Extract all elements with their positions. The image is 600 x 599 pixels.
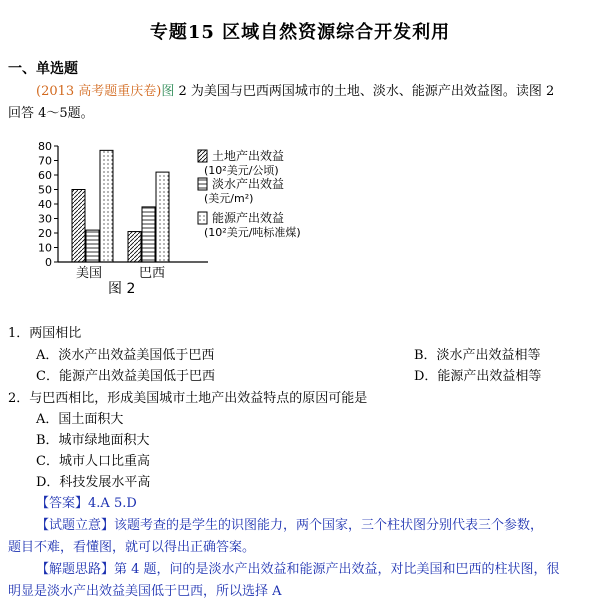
intro-source: (2013 高考题重庆卷) bbox=[36, 84, 162, 99]
y-tick-label: 70 bbox=[38, 154, 52, 168]
bar-brazil-diagonal bbox=[128, 232, 141, 262]
legend-unit: (美元/m²) bbox=[204, 192, 254, 205]
legend-unit: (10²美元/公顷) bbox=[204, 164, 279, 177]
bar-usa-dotted bbox=[100, 150, 113, 262]
question-2-stem: 2．与巴西相比，形成美国城市土地产出效益特点的原因可能是 bbox=[8, 391, 368, 406]
legend-swatch bbox=[198, 150, 207, 162]
legend-swatch bbox=[198, 178, 207, 190]
intent-line-2: 题目不难，看懂图，就可以得出正确答案。 bbox=[8, 540, 256, 555]
intro-figure-ref: 图 bbox=[161, 84, 175, 99]
analysis-line-2: 明显是淡水产出效益美国低于巴西，所以选择 A bbox=[8, 584, 282, 599]
legend-label: 能源产出效益 bbox=[212, 211, 285, 225]
q2-option-d: D．科技发展水平高 bbox=[36, 475, 151, 490]
question-1-stem: 1．两国相比 bbox=[8, 326, 82, 341]
x-label-brazil: 巴西 bbox=[139, 266, 166, 281]
y-tick-label: 10 bbox=[38, 241, 52, 255]
legend-label: 淡水产出效益 bbox=[212, 177, 285, 191]
y-tick-label: 20 bbox=[38, 227, 52, 240]
y-tick-label: 40 bbox=[38, 198, 52, 211]
legend-unit: (10²美元/吨标准煤) bbox=[204, 226, 301, 239]
bar-brazil-dotted bbox=[156, 172, 169, 262]
x-label-usa: 美国 bbox=[76, 266, 103, 281]
q1-option-d: D．能源产出效益相等 bbox=[414, 369, 542, 384]
bar-usa-horizontal bbox=[86, 230, 99, 262]
q1-option-b: B．淡水产出效益相等 bbox=[414, 348, 541, 363]
bar-brazil-horizontal bbox=[142, 207, 155, 262]
q1-option-a: A．淡水产出效益美国低于巴西 bbox=[36, 348, 215, 363]
q2-option-b: B．城市绿地面积大 bbox=[36, 433, 150, 448]
intro-line-2: 回答 4～5题。 bbox=[8, 106, 94, 121]
y-tick-label: 60 bbox=[38, 169, 52, 182]
legend-swatch bbox=[198, 212, 207, 224]
analysis-line-1: 【解题思路】第 4 题，问的是淡水产出效益和能源产出效益，对比美国和巴西的柱状图，很 bbox=[36, 562, 560, 577]
bar-usa-diagonal bbox=[72, 190, 85, 263]
intent-line-1: 【试题立意】该题考查的是学生的识图能力，两个国家，三个柱状图分别代表三个参数， bbox=[36, 518, 544, 533]
legend-label: 土地产出效益 bbox=[212, 149, 285, 163]
page-title: 专题15 区域自然资源综合开发利用 bbox=[149, 22, 451, 43]
intro-text-1: 2 为美国与巴西两国城市的土地、淡水、能源产出效益图。读图 2 bbox=[174, 84, 555, 99]
q2-option-c: C．城市人口比重高 bbox=[36, 454, 150, 469]
y-tick-label: 0 bbox=[45, 256, 52, 269]
intro-line-1 bbox=[36, 80, 554, 99]
y-tick-label: 30 bbox=[38, 212, 52, 226]
q1-option-c: C．能源产出效益美国低于巴西 bbox=[36, 369, 215, 384]
section-heading: 一、单选题 bbox=[8, 61, 78, 77]
y-tick-label: 50 bbox=[38, 183, 52, 197]
answer-line: 【答案】4.A 5.D bbox=[36, 496, 137, 511]
q2-option-a: A．国土面积大 bbox=[36, 412, 124, 427]
chart-title: 图 2 bbox=[108, 281, 136, 294]
y-tick-label: 80 bbox=[38, 140, 52, 153]
bar-chart bbox=[22, 134, 332, 294]
